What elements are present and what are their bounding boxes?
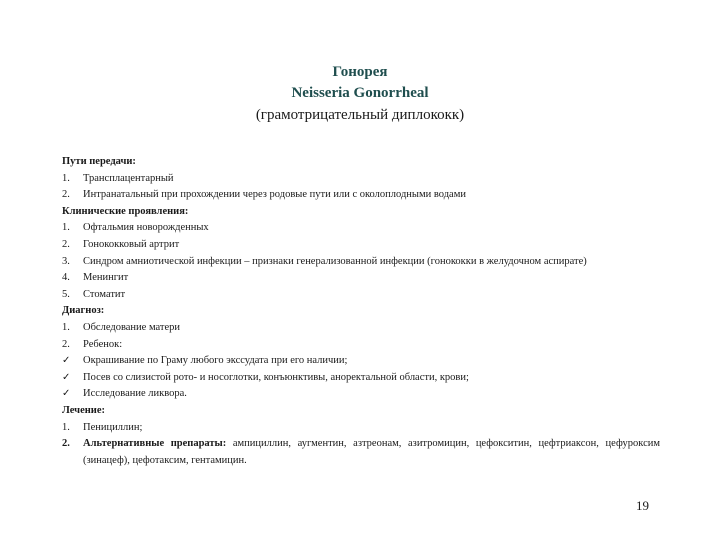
section-heading-transmission: Пути передачи:	[62, 156, 136, 167]
title-pathogen: Neisseria Gonorrheal	[291, 85, 429, 101]
check-text: Окрашивание по Граму любого экссудата при его наличии;	[83, 355, 348, 367]
checkmark-icon: ✓	[62, 388, 71, 400]
list-number: 2.	[62, 438, 70, 450]
list-item	[62, 171, 660, 188]
list-item	[62, 254, 660, 271]
list-text: Синдром амниотической инфекции – признаки генерализованной инфекции (гонококки в желудочном аспирате)	[83, 255, 587, 267]
list-item	[62, 420, 660, 437]
list-text: Пенициллин;	[83, 421, 143, 433]
list-text: Менингит	[83, 272, 129, 284]
list-item	[62, 220, 660, 237]
check-item	[62, 353, 660, 370]
list-number: 1.	[62, 172, 70, 184]
checkmark-icon: ✓	[62, 371, 71, 383]
list-number: 4.	[62, 272, 70, 284]
list-text: Интранатальный при прохождении через родовые пути или с околоплодными водами	[83, 189, 466, 201]
title-disease: Гонорея	[332, 64, 388, 80]
list-number: 3.	[62, 255, 70, 267]
list-item	[62, 337, 660, 354]
list-item	[62, 287, 660, 304]
alternatives-text: ампициллин, аугментин, азтреонам, азитромицин, цефокситин, цефтриаксон, цефуроксим (зинацеф), цефотаксим, гентамицин.	[83, 438, 661, 466]
section-heading-treatment: Лечение:	[62, 404, 105, 416]
slide-title	[0, 62, 720, 126]
list-number: 2.	[62, 338, 70, 350]
list-text: Обследование матери	[83, 321, 181, 333]
checkmark-icon: ✓	[62, 355, 71, 367]
list-number: 2.	[62, 189, 70, 201]
check-item	[62, 370, 660, 387]
section-heading-diagnosis: Диагноз:	[62, 305, 105, 317]
list-item	[62, 270, 660, 287]
check-item	[62, 386, 660, 403]
list-text: Стоматит	[83, 288, 126, 300]
page-number: 19	[636, 498, 649, 513]
list-item	[62, 187, 660, 204]
list-item	[62, 237, 660, 254]
alternatives-label: Альтернативные препараты:	[83, 438, 227, 450]
list-item	[62, 436, 660, 469]
list-text-alternatives	[83, 436, 660, 469]
check-text: Исследование ликвора.	[83, 388, 187, 400]
list-text: Гонококковый артрит	[83, 238, 180, 250]
list-number: 1.	[62, 321, 70, 333]
check-text: Посев со слизистой рото- и носоглотки, конъюнктивы, аноректальной области, крови;	[83, 371, 469, 383]
list-text: Офтальмия новорожденных	[83, 222, 209, 234]
title-description: (грамотрицательный диплококк)	[255, 107, 465, 123]
list-text: Ребенок:	[83, 338, 123, 350]
list-number: 2.	[62, 238, 70, 250]
list-text: Трансплацентарный	[83, 172, 174, 184]
list-number: 5.	[62, 288, 70, 300]
content-body	[62, 154, 660, 469]
section-heading-clinical: Клинические проявления:	[62, 205, 189, 217]
list-item	[62, 320, 660, 337]
list-number: 1.	[62, 421, 70, 433]
list-number: 1.	[62, 222, 70, 234]
